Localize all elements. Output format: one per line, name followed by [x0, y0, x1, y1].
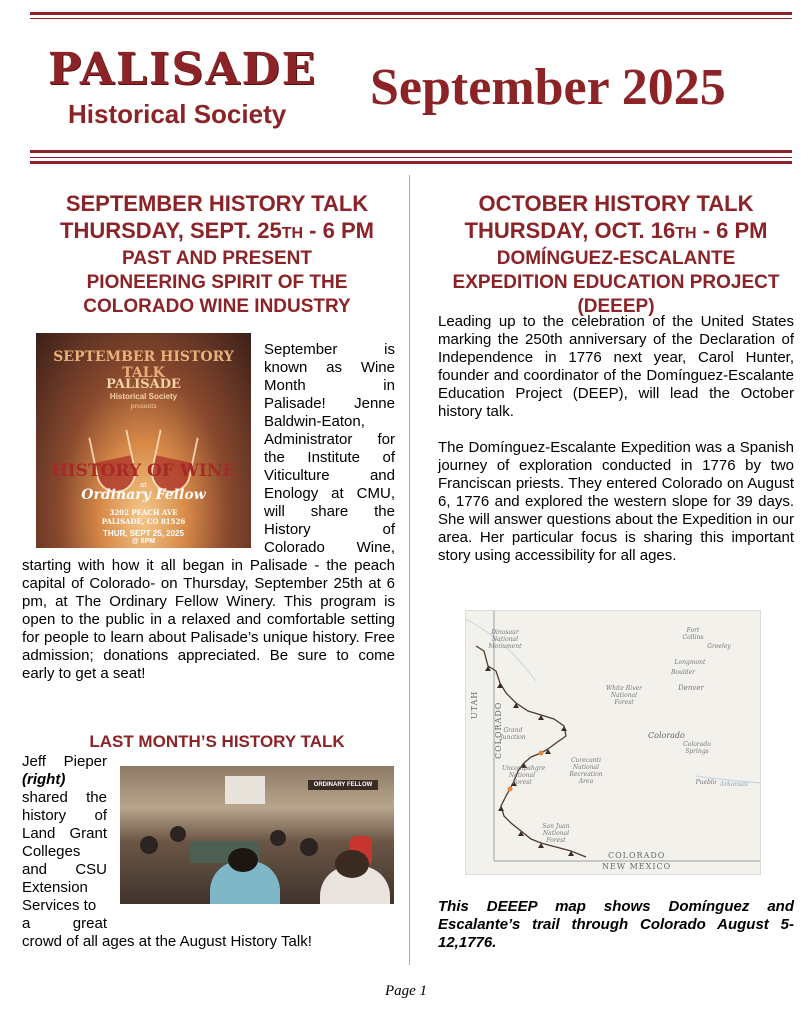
wrap-line: Viticulture and — [264, 467, 395, 484]
poster-time: @ 6PM — [131, 538, 156, 545]
wrap-line: Colleges — [22, 843, 81, 860]
map-label-new-mexico: NEW MEXICO — [602, 862, 672, 871]
map-label-dinosaur: Dinosaur National Monument — [488, 629, 522, 650]
issue-date: September 2025 — [370, 59, 726, 116]
wrap-line: and CSU — [22, 861, 107, 878]
map-label-white-river: White River National Forest — [605, 685, 643, 706]
october-paragraph-2: The Domínguez-Escalante Expedition was a Spanish journey of exploration conducted in 1776 by two Franciscan priests. They entered Colorado on August 6, 1776 and explored the western slope for 39 days. She will answer questions about the Expedition in our area. Her particular focus is sharing this important story using accessibility for all ages. — [438, 439, 794, 564]
september-subhead-2: PIONEERING SPIRIT OF THE — [86, 272, 348, 293]
masthead-rule — [30, 150, 792, 153]
wrap-line: the Institute of — [264, 449, 395, 466]
map-label-colorado-side: COLORADO — [494, 701, 503, 759]
september-subhead-1: PAST AND PRESENT — [121, 248, 313, 269]
map-label-pueblo: Pueblo — [695, 779, 717, 786]
wrap-line: Enology at CMU, — [264, 485, 395, 502]
october-headline — [425, 190, 807, 319]
map-label-colorado: Colorado — [648, 731, 685, 740]
september-headline — [22, 190, 412, 319]
poster-org: PALISADE — [106, 377, 181, 392]
map-label-grand-junction: Grand Junction — [500, 727, 526, 741]
last-month-heading: LAST MONTH’S HISTORY TALK — [89, 732, 345, 751]
logo-subtitle: Historical Society — [68, 99, 287, 129]
wrap-line: Baldwin-Eaton, — [264, 413, 365, 430]
september-headline-title: SEPTEMBER HISTORY TALK — [65, 191, 369, 216]
wrap-line: Services to — [22, 897, 97, 914]
history-talk-photo — [120, 766, 394, 904]
map-svg — [466, 611, 761, 875]
poster-presents: presents — [130, 403, 157, 410]
wrap-line: Month in — [264, 377, 395, 394]
audience-head — [270, 830, 286, 846]
wrap-line: Extension — [22, 879, 88, 896]
wrap-line: Jeff Pieper — [22, 753, 107, 770]
september-body-rest: starting with how it all began in Palisade - the peach capital of Colorado- on Thursday, September 25th at 6 pm, at The Ordinary Fellow Winery. This program is open to the public in a relaxed and comfortable setting for people to learn about Palisade’s unique history. Free admission; donations appreciated. Be sure to come early to get a seat! — [22, 557, 395, 682]
last-month-rest: crowd of all ages at the August History Talk! — [22, 933, 312, 950]
map-label-boulder: Boulder — [670, 669, 696, 676]
audience-head — [170, 826, 186, 842]
september-subhead-3: COLORADO WINE INDUSTRY — [83, 296, 351, 317]
map-label-uncompahgre: Uncompahgre National Forest — [502, 765, 546, 786]
september-headline-date: THURSDAY, SEPT. 25TH - 6 PM — [60, 218, 374, 243]
wrap-line: will share the — [264, 503, 395, 520]
camp-marker — [508, 787, 513, 792]
map-label-colorado-springs: Colorado Springs — [683, 741, 711, 755]
map-label-fort-collins: Fort Collins — [682, 627, 704, 641]
last-month-wrap — [22, 753, 107, 933]
october-body — [438, 313, 794, 565]
audience-head — [300, 838, 318, 856]
expedition-map — [465, 610, 761, 875]
october-headline-date: THURSDAY, OCT. 16TH - 6 PM — [464, 218, 768, 243]
wrap-line: Palisade! Jenne — [264, 395, 395, 412]
poster-event: HISTORY OF WINE — [51, 461, 236, 481]
wrap-line: September is — [264, 341, 395, 358]
october-subhead-1: DOMÍNGUEZ-ESCALANTE — [496, 248, 736, 269]
wrap-line: (right) — [22, 771, 66, 788]
poster-org-sub: Historical Society — [109, 392, 178, 401]
society-logo — [40, 40, 325, 140]
audience-head — [140, 836, 158, 854]
masthead-rule-thin — [30, 157, 792, 158]
wrap-line: a great — [22, 915, 107, 932]
poster-title: SEPTEMBER HISTORY TALK — [53, 349, 234, 381]
october-subhead-2: EXPEDITION EDUCATION PROJECT — [452, 272, 780, 293]
october-subhead-3: (DEEEP) — [577, 296, 655, 317]
page-number: Page 1 — [384, 983, 428, 999]
wrap-line: History of — [264, 521, 395, 538]
audience-head — [335, 850, 369, 878]
masthead-rule-2 — [30, 161, 792, 164]
october-paragraph-1: Leading up to the celebration of the United States marking the 250th anniversary of the Declaration of Independence in 1776 next year, Carol Hunter, founder and coordinator of the Domínguez-Escalante Education Project (DEEP), will lead the October history talk. — [438, 313, 794, 420]
poster-event-at: at — [140, 481, 147, 489]
map-label-longmont: Longmont — [674, 659, 706, 666]
top-rule-thin — [30, 18, 792, 19]
october-headline-title: OCTOBER HISTORY TALK — [478, 191, 754, 216]
map-label-utah: UTAH — [470, 690, 479, 719]
wrap-line: Land Grant — [22, 825, 107, 842]
wine-talk-poster — [36, 333, 251, 548]
map-label-colorado-bottom: COLORADO — [608, 851, 666, 860]
presentation-screen — [225, 776, 265, 804]
top-rule — [30, 12, 792, 15]
poster-date: THUR, SEPT 25, 2025 — [103, 529, 184, 538]
september-body-wrap — [264, 341, 395, 557]
map-label-arkansas: Arkansas — [719, 781, 748, 788]
map-label-greeley: Greeley — [707, 643, 731, 650]
wrap-line: known as Wine — [264, 359, 395, 376]
logo-title: PALISADE — [48, 44, 318, 95]
audience-head — [228, 848, 258, 872]
wrap-line: shared the — [22, 789, 107, 806]
map-label-denver: Denver — [678, 684, 704, 692]
map-caption: This DEEEP map shows Domínguez and Escalante’s trail through Colorado August 5-12,1776. — [438, 898, 794, 951]
poster-event-venue: Ordinary Fellow — [81, 487, 206, 503]
wrap-line: Administrator for — [264, 431, 395, 448]
photo-sign: ORDINARY FELLOW — [308, 780, 378, 790]
map-label-curecanti: Curecanti National Recreation Area — [569, 757, 603, 785]
wrap-line: Colorado Wine, — [264, 539, 395, 556]
wrap-line: history of — [22, 807, 107, 824]
poster-address-1: 3202 PEACH AVE — [109, 508, 178, 517]
poster-address-2: PALISADE, CO 81526 — [101, 517, 186, 526]
map-label-san-juan: San Juan National Forest — [542, 823, 570, 844]
camp-marker — [539, 751, 544, 756]
